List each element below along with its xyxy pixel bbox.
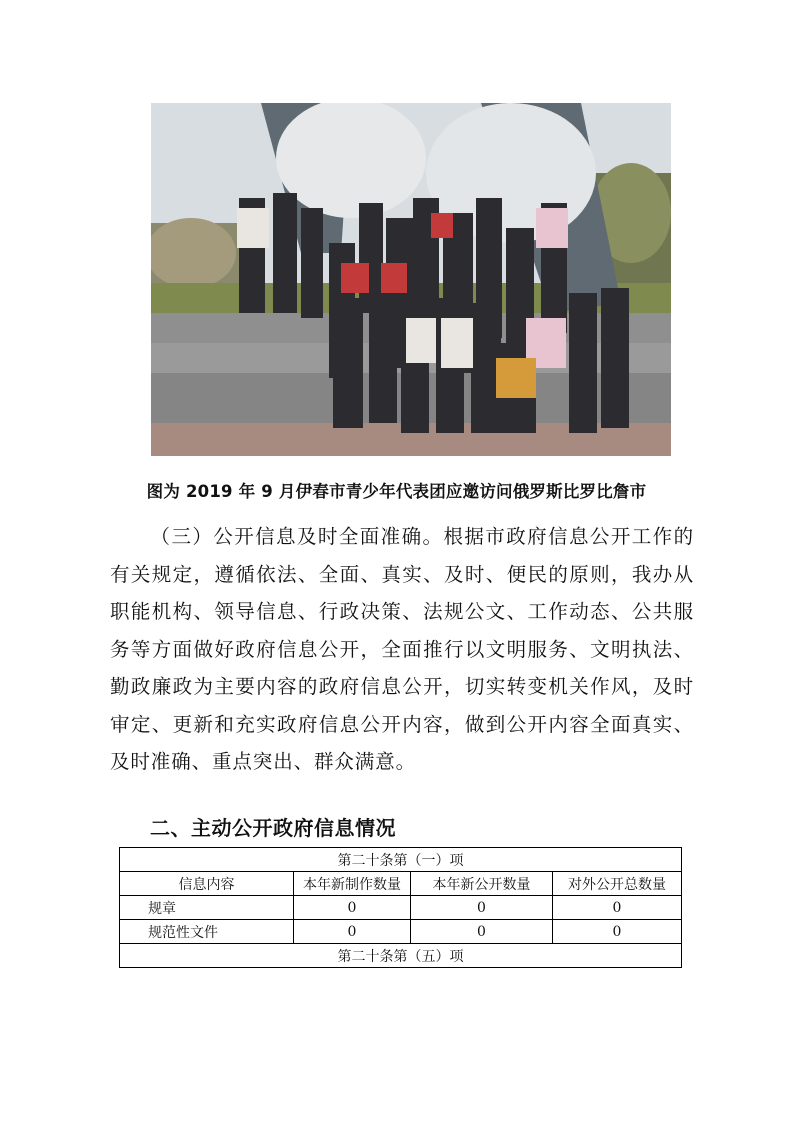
table-group2-row	[120, 944, 682, 968]
photo-caption: 图为 2019 年 9 月伊春市青少年代表团应邀访问俄罗斯比罗比詹市	[146, 482, 647, 501]
section-two-heading: 二、主动公开政府信息情况	[150, 816, 396, 840]
section-three-text: （三）公开信息及时全面准确。根据市政府信息公开工作的有关规定，遵循依法、全面、真实、及时、便民的原则，我办从职能机构、领导信息、行政决策、法规公文、工作动态、公共服务等方面做好政府信息公开，全面推行以文明服务、文明执法、勤政廉政为主要内容的政府信息公开，切实转变机关作风，及时审定、更新和充实政府信息公开内容，做到公开内容全面真实、及时准确、重点突出、群众满意。	[110, 525, 694, 773]
table-cell: 0	[294, 920, 411, 944]
table-header-row	[120, 872, 682, 896]
section-three-paragraph	[110, 518, 694, 781]
table-cell: 0	[553, 920, 682, 944]
table-group1-row	[120, 848, 682, 872]
table-cell: 0	[411, 896, 553, 920]
table-header-cell: 本年新公开数量	[411, 872, 553, 896]
table-row-label: 规章	[120, 896, 294, 920]
table-header-cell: 对外公开总数量	[553, 872, 682, 896]
table-cell: 0	[553, 896, 682, 920]
table-group2-title: 第二十条第（五）项	[120, 944, 682, 968]
group-photo-illustration	[151, 103, 671, 456]
table-cell: 0	[411, 920, 553, 944]
table-row	[120, 920, 682, 944]
group-photo	[151, 103, 671, 456]
table-header-cell: 本年新制作数量	[294, 872, 411, 896]
table-header-cell: 信息内容	[120, 872, 294, 896]
table-row-label: 规范性文件	[120, 920, 294, 944]
table-group1-title: 第二十条第（一）项	[120, 848, 682, 872]
disclosure-table	[119, 847, 682, 968]
table-row	[120, 896, 682, 920]
table-cell: 0	[294, 896, 411, 920]
